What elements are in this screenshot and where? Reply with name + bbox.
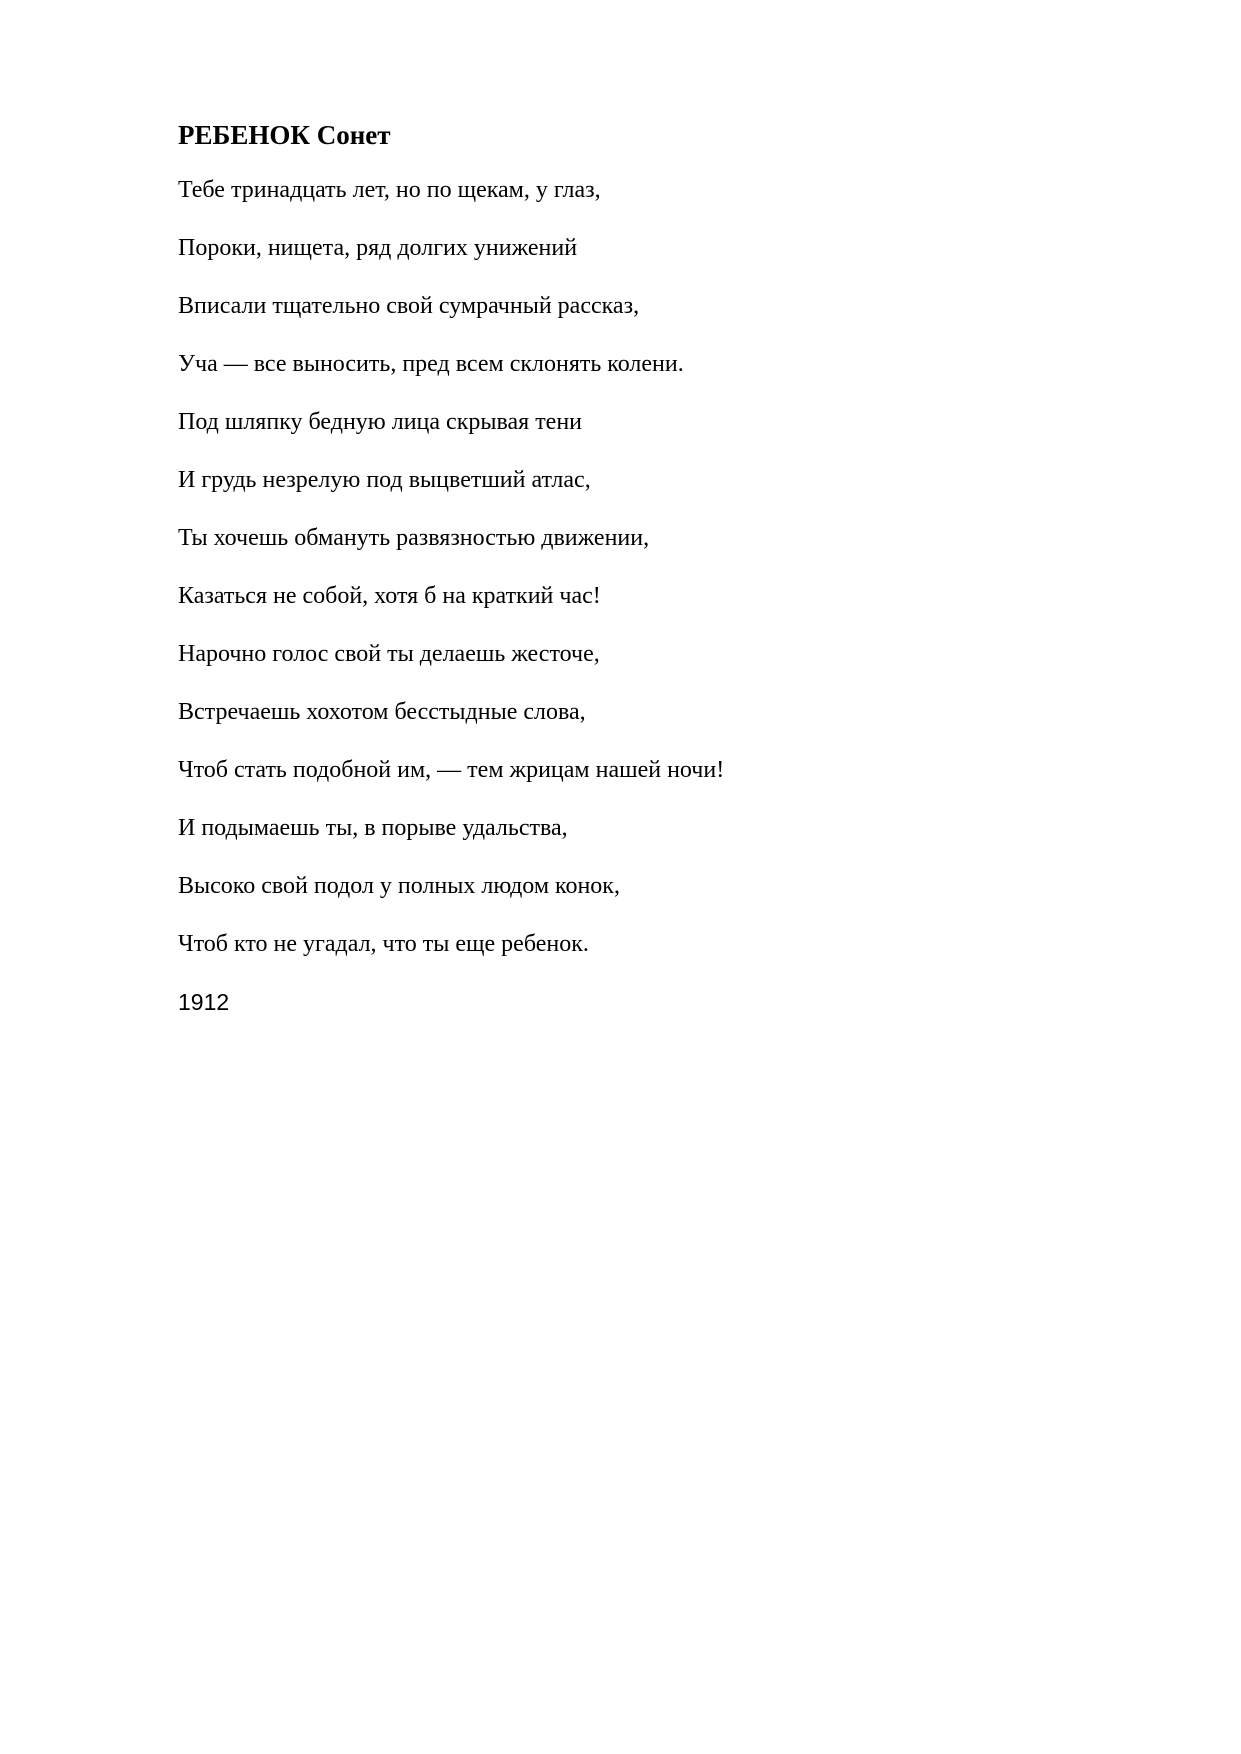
poem-line: Уча — все выносить, пред всем склонять колени. <box>178 351 684 377</box>
poem-year: 1912 <box>178 989 230 1015</box>
poem-line: Ты хочешь обмануть развязностью движении, <box>178 525 650 551</box>
poem-title: РЕБЕНОК Сонет <box>178 120 391 150</box>
poem-line: И грудь незрелую под выцветший атлас, <box>178 467 591 493</box>
poem-line: Казаться не собой, хотя б на краткий час! <box>178 583 601 609</box>
poem-line: Вписали тщательно свой сумрачный рассказ, <box>178 293 640 319</box>
poem-line: Пороки, нищета, ряд долгих унижений <box>178 235 578 261</box>
poem-line: Встречаешь хохотом бесстыдные слова, <box>178 699 586 725</box>
poem-line: И подымаешь ты, в порыве удальства, <box>178 815 568 841</box>
poem-container <box>178 117 1078 1018</box>
poem-line: Нарочно голос свой ты делаешь жесточе, <box>178 641 600 667</box>
poem-line: Высоко свой подол у полных людом конок, <box>178 873 620 899</box>
poem-line: Под шляпку бедную лица скрывая тени <box>178 409 583 435</box>
poem-line: Чтоб кто не угадал, что ты еще ребенок. <box>178 931 589 957</box>
poem-body <box>178 175 1078 1018</box>
poem-line: Тебе тринадцать лет, но по щекам, у глаз, <box>178 177 601 203</box>
poem-line: Чтоб стать подобной им, — тем жрицам нашей ночи! <box>178 757 725 783</box>
